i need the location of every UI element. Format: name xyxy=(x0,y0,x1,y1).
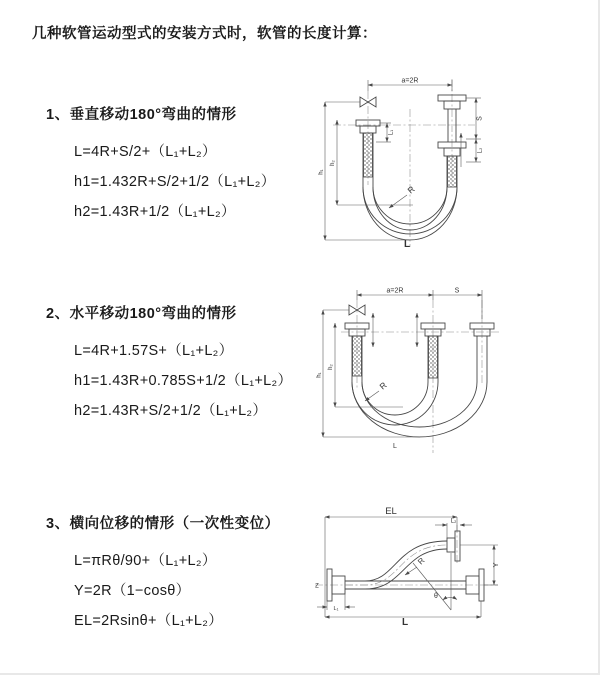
formula-line: L=4R+1.57S+（L₁+L₂） xyxy=(74,343,234,359)
dimension-a2r xyxy=(357,288,433,301)
diagram-lateral-displacement xyxy=(303,503,598,651)
dim-label-h1: h₁ xyxy=(316,372,323,378)
formula-line: h2=1.43R+S/2+1/2（L₁+L₂） xyxy=(74,403,268,419)
section-1 xyxy=(46,103,276,227)
diagram-vertical-180-bend xyxy=(315,75,587,250)
formula-line: Y=2R（1−cosθ） xyxy=(74,583,191,599)
dimension-l1 xyxy=(317,594,355,612)
formula-line: L=πRθ/90+（L₁+L₂） xyxy=(74,553,217,569)
page-title: 几种软管运动型式的安装方式时，软管的长度计算： xyxy=(32,26,377,42)
formula-line: h1=1.432R+S/2+1/2（L₁+L₂） xyxy=(74,174,276,190)
dim-label-h2: h₂ xyxy=(328,364,334,370)
section-2-heading: 2、水平移动180°弯曲的情形 xyxy=(46,306,237,322)
section-3-heading: 3、横向位移的情形（一次性变位） xyxy=(46,516,280,532)
formula-line: h1=1.43R+0.785S+1/2（L₁+L₂） xyxy=(74,373,293,389)
diagram-horizontal-180-bend xyxy=(313,285,588,473)
dimension-h2 xyxy=(328,323,403,407)
dim-label-a2r: a=2R xyxy=(401,77,419,85)
hose-s-curve xyxy=(327,531,484,601)
section-2-formulas xyxy=(46,336,292,426)
dimension-l2 xyxy=(435,519,472,539)
section-3 xyxy=(46,512,280,636)
dim-label-r: R xyxy=(416,556,427,567)
formula-line: L=4R+S/2+（L₁+L₂） xyxy=(74,144,217,160)
radius-callout xyxy=(389,184,417,208)
dim-label-l1: L₁ xyxy=(388,129,395,136)
fitting-length-ticks xyxy=(373,313,417,347)
dim-label-l-bottom: L xyxy=(393,443,397,450)
dim-label-r: R xyxy=(405,183,417,196)
dim-label-s: S xyxy=(454,287,460,295)
section-1-heading: 1、垂直移动180°弯曲的情形 xyxy=(46,107,237,123)
dim-label-a2r: a=2R xyxy=(386,287,404,295)
dim-label-l-bottom: L xyxy=(403,239,411,250)
dim-label-el: EL xyxy=(385,506,397,517)
dimension-s xyxy=(433,288,482,320)
section-3-formulas xyxy=(46,546,280,636)
dim-label-h1: h₁ xyxy=(318,169,325,175)
section-1-formulas xyxy=(46,137,276,227)
dim-label-y: Y xyxy=(491,562,500,568)
dimension-l2 xyxy=(466,139,484,162)
hose-double-u xyxy=(345,323,494,437)
formula-line: h2=1.43R+1/2（L₁+L₂） xyxy=(74,204,236,220)
section-2 xyxy=(46,302,292,426)
dimension-l xyxy=(325,601,481,628)
formula-line: EL=2Rsinθ+（L₁+L₂） xyxy=(74,613,224,629)
dim-label-l1: L₁ xyxy=(333,606,339,612)
dim-label-l2: L₂ xyxy=(477,147,484,154)
dim-label-z: Z xyxy=(315,583,319,590)
dim-label-r: R xyxy=(377,379,389,392)
dim-label-l: L xyxy=(401,617,409,628)
radius-callout xyxy=(365,380,389,401)
dimension-s xyxy=(466,98,484,139)
dimension-a2r xyxy=(368,78,452,92)
dim-label-s: S xyxy=(476,116,484,121)
dim-label-theta: θ xyxy=(434,593,438,600)
dim-label-h2: h₂ xyxy=(330,160,336,166)
dim-label-l2: L₂ xyxy=(450,518,457,525)
hose-u-bend xyxy=(356,95,466,240)
